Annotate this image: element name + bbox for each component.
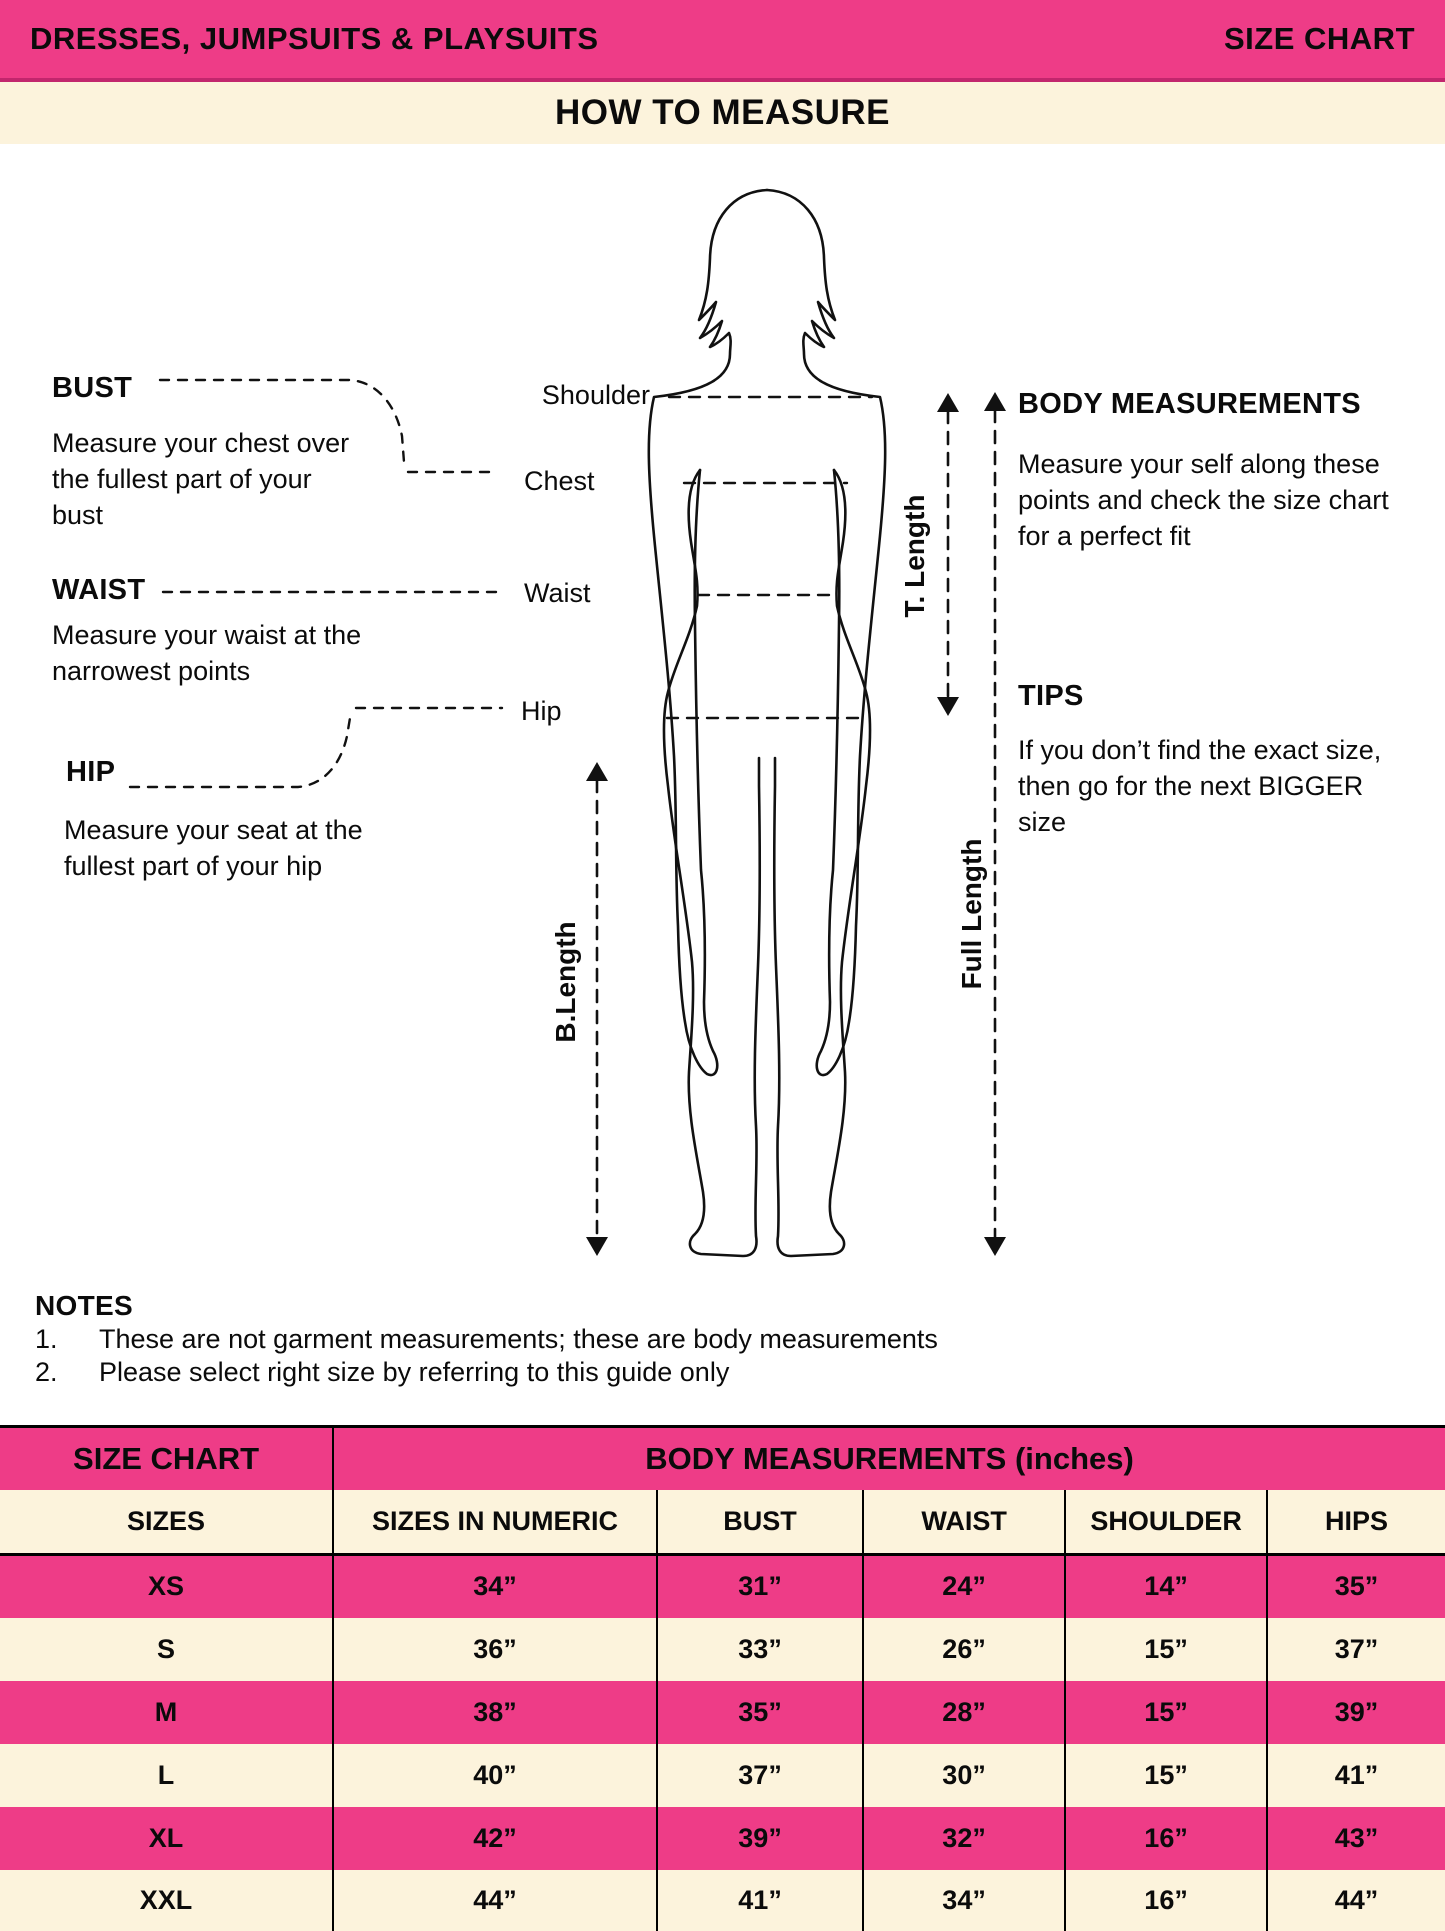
chest-label: Chest xyxy=(524,466,595,496)
tips-heading: TIPS xyxy=(1018,680,1084,712)
cell-size: S xyxy=(157,1633,176,1664)
t-length-label: T. Length xyxy=(899,494,930,618)
cell-shoulder: 15” xyxy=(1065,1681,1267,1744)
body-figure-outline xyxy=(649,190,885,1256)
bust-heading: BUST xyxy=(52,372,133,404)
how-to-measure-band xyxy=(0,82,1445,144)
cell-waist: 32” xyxy=(863,1807,1065,1870)
cell-shoulder: 15” xyxy=(1065,1618,1267,1681)
cell-waist: 30” xyxy=(863,1744,1065,1807)
note-item-2 xyxy=(35,1357,729,1388)
note-text: These are not garment measurements; these are body measurements xyxy=(99,1324,938,1354)
table-row-s xyxy=(0,1618,1445,1681)
waist-heading: WAIST xyxy=(52,574,146,606)
col-header-numeric: SIZES IN NUMERIC xyxy=(333,1490,657,1555)
cell-bust: 37” xyxy=(657,1744,863,1807)
cell-shoulder: 14” xyxy=(1065,1555,1267,1618)
cell-waist: 28” xyxy=(863,1681,1065,1744)
note-text: Please select right size by referring to this guide only xyxy=(99,1357,730,1387)
cell-shoulder: 16” xyxy=(1065,1870,1267,1931)
size-chart-table xyxy=(0,1425,1445,1931)
table-row-xs xyxy=(0,1555,1445,1618)
cell-numeric: 38” xyxy=(333,1681,657,1744)
cell-hips: 44” xyxy=(1267,1870,1445,1931)
waist-label: Waist xyxy=(524,578,591,608)
cell-hips: 41” xyxy=(1267,1744,1445,1807)
tips-text: If you don’t find the exact size, then go for the next BIGGER size xyxy=(1018,735,1382,837)
cell-numeric: 34” xyxy=(333,1555,657,1618)
cell-numeric: 44” xyxy=(333,1870,657,1931)
cell-waist: 34” xyxy=(863,1870,1065,1931)
corner-header-cell: SIZE CHART xyxy=(73,1440,260,1476)
hip-label: Hip xyxy=(521,696,562,726)
col-header-waist: WAIST xyxy=(863,1490,1065,1555)
arrowheads xyxy=(586,392,1006,1256)
col-header-bust: BUST xyxy=(657,1490,863,1555)
group-header-cell: BODY MEASUREMENTS (inches) xyxy=(333,1427,1445,1490)
notes-heading: NOTES xyxy=(35,1290,133,1321)
cell-hips: 37” xyxy=(1267,1618,1445,1681)
table-group-header-row xyxy=(0,1427,1445,1490)
table-row-xl xyxy=(0,1807,1445,1870)
col-header-sizes: SIZES xyxy=(0,1490,333,1555)
cell-bust: 35” xyxy=(657,1681,863,1744)
hip-leader xyxy=(130,718,350,787)
waist-text: Measure your waist at the narrowest points xyxy=(52,620,362,686)
cell-bust: 41” xyxy=(657,1870,863,1931)
header-bar xyxy=(0,0,1445,82)
note-number: 1. xyxy=(35,1324,58,1354)
measure-diagram-section xyxy=(0,144,1445,1425)
note-number: 2. xyxy=(35,1357,58,1387)
category-title: DRESSES, JUMPSUITS & PLAYSUITS xyxy=(30,21,599,56)
cell-size: XL xyxy=(148,1822,184,1853)
body-measurements-heading: BODY MEASUREMENTS xyxy=(1018,388,1361,420)
cell-size: L xyxy=(157,1759,175,1790)
cell-bust: 31” xyxy=(657,1555,863,1618)
cell-size: XXL xyxy=(139,1884,193,1915)
cell-hips: 35” xyxy=(1267,1555,1445,1618)
cell-bust: 33” xyxy=(657,1618,863,1681)
cell-numeric: 40” xyxy=(333,1744,657,1807)
length-arrows xyxy=(597,410,995,1238)
cell-size: XS xyxy=(148,1571,185,1602)
hip-text: Measure your seat at the fullest part of your hip xyxy=(64,815,363,881)
full-length-label: Full Length xyxy=(956,838,987,990)
cell-numeric: 42” xyxy=(333,1807,657,1870)
shoulder-label: Shoulder xyxy=(541,380,650,410)
cell-shoulder: 15” xyxy=(1065,1744,1267,1807)
table-column-header-row xyxy=(0,1490,1445,1555)
cell-size: M xyxy=(154,1696,178,1727)
sheet-title: SIZE CHART xyxy=(1224,21,1415,56)
col-header-shoulder: SHOULDER xyxy=(1065,1490,1267,1555)
how-to-measure-title: HOW TO MEASURE xyxy=(555,93,890,132)
col-header-hips: HIPS xyxy=(1267,1490,1445,1555)
cell-hips: 39” xyxy=(1267,1681,1445,1744)
table-row-l xyxy=(0,1744,1445,1807)
cell-bust: 39” xyxy=(657,1807,863,1870)
cell-waist: 24” xyxy=(863,1555,1065,1618)
cell-waist: 26” xyxy=(863,1618,1065,1681)
cell-numeric: 36” xyxy=(333,1618,657,1681)
cell-shoulder: 16” xyxy=(1065,1807,1267,1870)
table-row-m xyxy=(0,1681,1445,1744)
cell-hips: 43” xyxy=(1267,1807,1445,1870)
table-row-xxl xyxy=(0,1870,1445,1931)
hip-heading: HIP xyxy=(66,756,116,788)
note-item-1 xyxy=(35,1324,938,1355)
b-length-label: B.Length xyxy=(550,921,581,1043)
bust-text: Measure your chest over the fullest part of your bust xyxy=(52,428,350,530)
body-measurements-text: Measure your self along these points and check the size chart for a perfect fit xyxy=(1018,449,1389,551)
